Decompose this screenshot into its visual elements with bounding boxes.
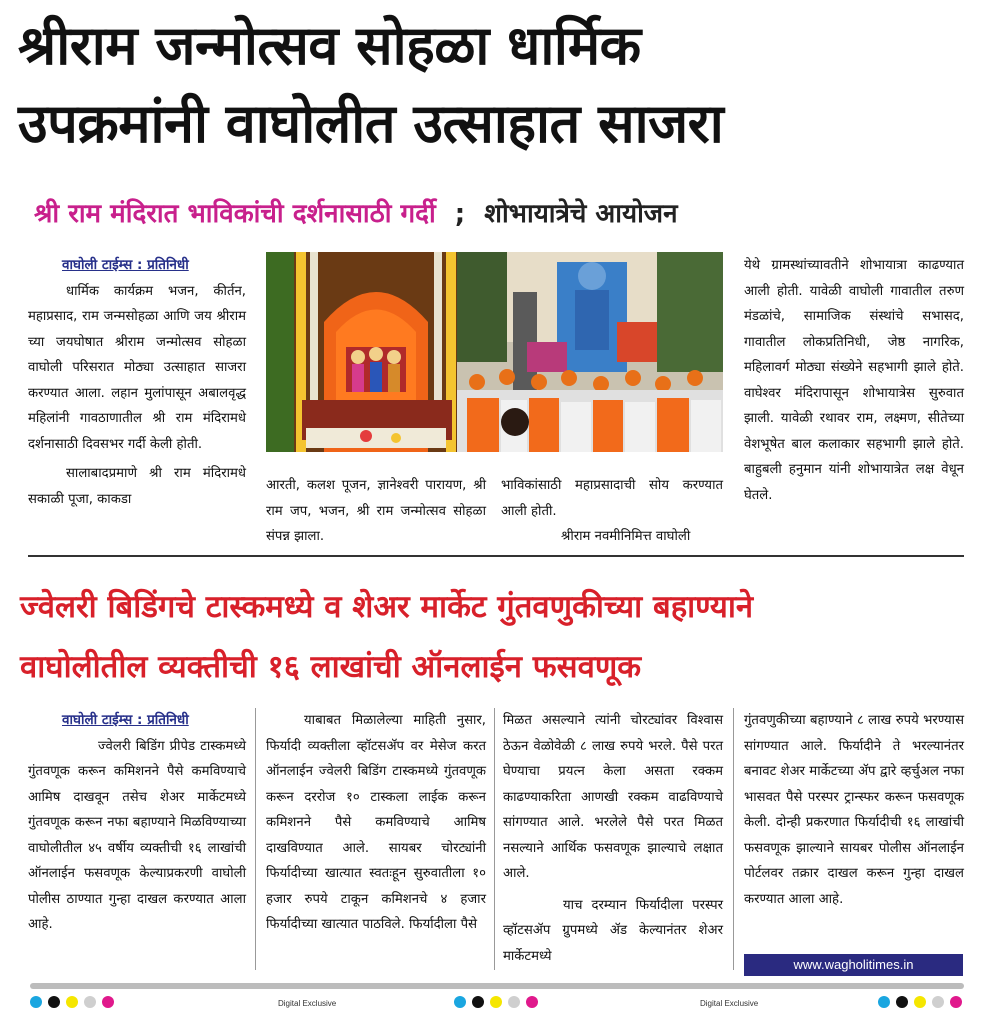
registration-dots-center bbox=[454, 996, 538, 1008]
main-headline bbox=[18, 14, 978, 156]
story2-headline-line1: ज्वेलरी बिडिंगचे टास्कमध्ये व शेअर मार्केट गुंतवणुकीच्या बहाण्याने bbox=[20, 589, 754, 625]
black-dot bbox=[896, 996, 908, 1008]
story1-column-3 bbox=[501, 473, 723, 550]
story1-col4-text: येथे ग्रामस्थांच्यावतीने शोभायात्रा काढण्यात आली होती. यावेळी वाघोली गावातील तरुण मंडळांचे, सामाजिक संस्थांचे सभासद, गावातील लोकप्रतिनिधी, जेष्ठ नागरिक, महिलावर्ग मोठ्या संख्येने सहभागी झाले होते. वाघेश्वर मंदिरापासून शोभायात्रेस सुरुवात झाली. यावेळी रथावर राम, लक्ष्मण, सीतेच्या वेशभूषेत बाल कलाकार सहभागी झाले होते. बाहुबली हनुमान यांनी शोभायात्रेत लक्ष वेधून घेतले. bbox=[744, 258, 964, 503]
grey-dot bbox=[508, 996, 520, 1008]
temple-photo-art bbox=[266, 252, 486, 452]
story1-col1-paragraph-1: धार्मिक कार्यक्रम भजन, कीर्तन, महाप्रसाद, राम जन्मसोहळा आणि जय श्रीराम च्या जयघोषात श्रीराम जन्मोत्सव सोहळा वाघोली परिसरात मोठ्या उत्साहात साजरा करण्यात आला. लहान मुलांपासून अबालवृद्ध महिलांनी गावठाणातील श्री राम मंदिरामधे दर्शनासाठी दिवसभर गर्दी केली होती. bbox=[28, 283, 246, 452]
black-dot bbox=[472, 996, 484, 1008]
story2-col1-text: ज्वेलरी बिडिंग प्रीपेड टास्कमध्ये गुंतवणूक करून कमिशनने पैसे कमविण्याचे आमिष दाखवून तसेच शेअर मार्केटमध्ये गुंतवणूक करून नफा बहाण्याने मिळविण्याच्या वाघोलीतील ४५ वर्षीय व्यक्तीची १६ लाखांची ऑनलाईन फसवणूक केल्याप्रकरणी वाघोली पोलीस ठाण्यात गुन्हा दाखल करण्यात आला आहे. bbox=[28, 738, 246, 932]
story1-col3-paragraph-1: भाविकांसाठी महाप्रसादाची सोय करण्यात आली होती. bbox=[501, 478, 723, 519]
main-headline-line2: उपक्रमांनी वाघोलीत उत्साहात साजरा bbox=[18, 92, 724, 155]
story2-column-4 bbox=[744, 708, 964, 912]
story1-col1-paragraph-2: सालाबादप्रमाणे श्री राम मंदिरामधे सकाळी पूजा, काकडा bbox=[28, 466, 246, 507]
story1-col3-paragraph-2: श्रीराम नवमीनिमित्त वाघोली bbox=[561, 529, 691, 544]
story2-byline: वाघोली टाईम्स : प्रतिनिधी bbox=[62, 712, 189, 728]
magenta-dot bbox=[526, 996, 538, 1008]
subheadline-part2: शोभायात्रेचे आयोजन bbox=[484, 199, 678, 229]
grey-dot bbox=[932, 996, 944, 1008]
story2-column-3 bbox=[503, 708, 723, 969]
story2-col3-paragraph-1: मिळत असल्याने त्यांनी चोरट्यांवर विश्वास ठेऊन वेळोवेळी ८ लाख रुपये भरले. पैसे परत घेण्याचा प्रयत्न केला असता रक्कम काढण्याकरिता आणखी रक्कम वाढविण्याचे सांगण्यात आले. भरलेले पैसे परत मिळत नसल्याने आर्थिक फसवणूक झाल्याचे लक्षात आले. bbox=[503, 713, 723, 881]
subheadline bbox=[34, 194, 974, 234]
black-dot bbox=[48, 996, 60, 1008]
main-headline-line1: श्रीराम जन्मोत्सव सोहळा धार्मिक bbox=[18, 14, 641, 77]
subheadline-part1: श्री राम मंदिरात भाविकांची दर्शनासाठी गर्दी bbox=[34, 199, 436, 229]
story2-column-divider-1 bbox=[255, 708, 256, 970]
procession-photo-art bbox=[457, 252, 723, 452]
story2-col2-text: याबाबत मिळालेल्या माहिती नुसार, फिर्यादी व्यक्तीला व्हॉटसॲप वर मेसेज करत ऑनलाईन ज्वेलरी बिडिंग टास्कमध्ये गुंतवणूक करून दररोज १० टास्कला लाईक करून कमिशनने पैसे कमविण्याचे आमिष दाखविण्यात आले. सायबर चोरट्यांनी फिर्यादीच्या खात्यात स्वतःहून सुरुवातीला १० हजार रुपये टाकून कमिशनचे ४ हजार फिर्यादीच्या खात्यात पाठविले. फिर्यादीला पैसे bbox=[266, 713, 486, 932]
grey-dot bbox=[84, 996, 96, 1008]
story2-column-2 bbox=[266, 708, 486, 938]
yellow-dot bbox=[490, 996, 502, 1008]
story2-column-divider-3 bbox=[733, 708, 734, 970]
cyan-dot bbox=[878, 996, 890, 1008]
magenta-dot bbox=[102, 996, 114, 1008]
registration-dots-left bbox=[30, 996, 114, 1008]
story1-column-2 bbox=[266, 473, 486, 550]
story2-column-divider-2 bbox=[494, 708, 495, 970]
yellow-dot bbox=[66, 996, 78, 1008]
story1-column-1 bbox=[28, 253, 246, 512]
story2-col4-text: गुंतवणुकीच्या बहाण्याने ८ लाख रुपये भरण्यास सांगण्यात आले. फिर्यादीने ते भरल्यानंतर बनावट शेअर मार्केटच्या ॲप द्वारे व्हर्चुअल नफा भासवत पैसे परस्पर ट्रान्स्फर करून फसवणूक केली. दोन्ही प्रकरणात फिर्यादीची १६ लाखांची फसवणूक झाल्याने सायबर पोलीस ऑनलाईन पोर्टलवर तक्रार दाखल करून गुन्हा दाखल करण्यात आला आहे. bbox=[744, 713, 964, 907]
story2-column-1 bbox=[28, 708, 246, 938]
website-link[interactable]: www.wagholitimes.in bbox=[744, 954, 963, 976]
story1-col2-text: आरती, कलश पूजन, ज्ञानेश्वरी पारायण, श्री राम जप, भजन, श्री राम जन्मोत्सव सोहळा संपन्न झाला. bbox=[266, 478, 486, 544]
section-divider bbox=[28, 555, 964, 557]
story2-headline-line2: वाघोलीतील व्यक्तीची १६ लाखांची ऑनलाईन फसवणूक bbox=[20, 649, 642, 685]
procession-photo bbox=[457, 252, 723, 452]
footer-label-right: Digital Exclusive bbox=[700, 999, 759, 1008]
footer-bar bbox=[30, 983, 964, 989]
yellow-dot bbox=[914, 996, 926, 1008]
cyan-dot bbox=[454, 996, 466, 1008]
magenta-dot bbox=[950, 996, 962, 1008]
temple-photo bbox=[266, 252, 486, 452]
story1-byline: वाघोली टाईम्स : प्रतिनिधी bbox=[62, 257, 189, 273]
cyan-dot bbox=[30, 996, 42, 1008]
registration-dots-right bbox=[878, 996, 962, 1008]
subheadline-separator: ; bbox=[454, 199, 466, 229]
story1-column-4 bbox=[744, 253, 964, 508]
story2-headline bbox=[20, 582, 975, 692]
story2-col3-paragraph-2: याच दरम्यान फिर्यादीला परस्पर व्हॉटसॲप ग्रुपमध्ये ॲड केल्यानंतर शेअर मार्केटमध्ये bbox=[503, 897, 723, 964]
footer-label-center: Digital Exclusive bbox=[278, 999, 337, 1008]
